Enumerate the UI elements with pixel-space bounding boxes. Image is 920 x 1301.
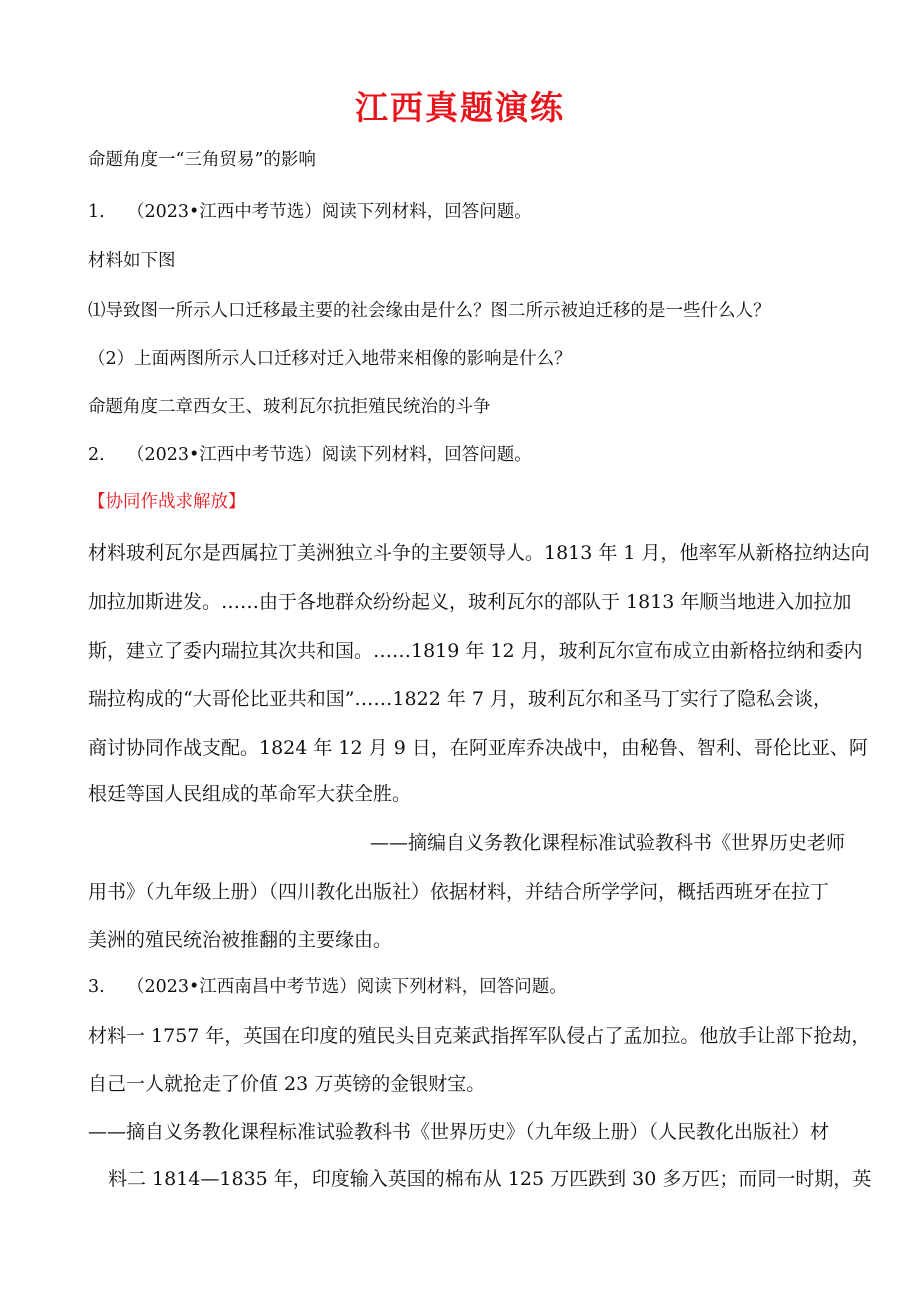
question-2-material-line: 材料玻利瓦尔是西属拉丁美洲独立斗争的主要领导人。1813 年 1 月，他率军从新格拉纳达向 bbox=[88, 542, 870, 564]
question-3-material-line: 材料一 1757 年，英国在印度的殖民头目克莱武指挥军队侵占了孟加拉。他放手让部下抢劫， bbox=[88, 1025, 871, 1047]
question-2-citation: ——摘编自义务教化课程标准试验教科书《世界历史老师 bbox=[370, 832, 846, 854]
question-3-intro: 3. （2023•江西南昌中考节选）阅读下列材料，回答问题。 bbox=[88, 977, 567, 997]
question-2-question-line: 用书》（九年级上册）（四川教化出版社）依据材料，并结合所学学问，概括西班牙在拉丁 bbox=[88, 881, 830, 903]
question-2-tag: 【协同作战求解放】 bbox=[88, 492, 246, 512]
question-1-material: 材料如下图 bbox=[88, 251, 176, 271]
question-2-material-line: 斯，建立了委内瑞拉其次共和国。……1819 年 12 月，玻利瓦尔宣布成立由新格拉纳和委内 bbox=[88, 640, 863, 662]
question-3-material-line: 自己一人就抢走了价值 23 万英镑的金银财宝。 bbox=[88, 1073, 486, 1095]
question-2-material-line: 加拉加斯进发。……由于各地群众纷纷起义，玻利瓦尔的部队于 1813 年顺当地进入加拉加 bbox=[88, 591, 852, 613]
question-2-intro: 2. （2023•江西中考节选）阅读下列材料，回答问题。 bbox=[88, 445, 532, 465]
section-heading-2: 命题角度二章西女王、玻利瓦尔抗拒殖民统治的斗争 bbox=[88, 397, 491, 417]
question-2-material-line: 瑞拉构成的“大哥伦比亚共和国”……1822 年 7 月，玻利瓦尔和圣马丁实行了隐私会谈， bbox=[88, 688, 832, 710]
question-1-intro: 1. （2023•江西中考节选）阅读下列材料，回答问题。 bbox=[88, 202, 532, 222]
question-2-material-line: 商讨协同作战支配。1824 年 12 月 9 日，在阿亚库乔决战中，由秘鲁、智利、哥伦比亚、阿 bbox=[88, 737, 868, 759]
question-3-citation: ——摘自义务教化课程标准试验教科书《世界历史》（九年级上册）（人民教化出版社）材 bbox=[88, 1121, 830, 1143]
section-heading-1: 命题角度一“三角贸易”的影响 bbox=[88, 150, 316, 170]
question-3-material-line: 料二 1814—1835 年，印度输入英国的棉布从 125 万匹跌到 30 多万匹；而同一时期，英 bbox=[108, 1168, 872, 1190]
question-2-material-line: 根廷等国人民组成的革命军大获全胜。 bbox=[88, 783, 412, 805]
question-1-sub-2: （2）上面两图所示人口迁移对迁入地带来相像的影响是什么？ bbox=[88, 349, 572, 369]
question-1-sub-1: ⑴导致图一所示人口迁移最主要的社会缘由是什么？图二所示被迫迁移的是一些什么人？ bbox=[88, 301, 771, 321]
question-2-question-line: 美洲的殖民统治被推翻的主要缘由。 bbox=[88, 929, 393, 951]
page-title: 江西真题演练 bbox=[355, 88, 565, 127]
